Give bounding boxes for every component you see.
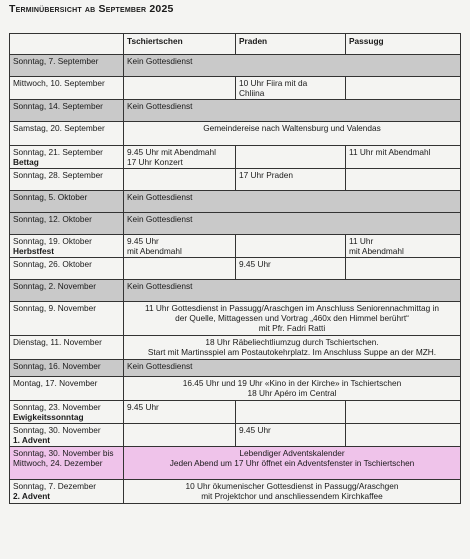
- praden-cell: [236, 146, 346, 169]
- passugg-cell: [346, 169, 461, 191]
- no-service-cell: [124, 100, 461, 122]
- table-row: [10, 280, 461, 302]
- tschiertschen-cell: [124, 169, 236, 191]
- event-line: Gemeindereise nach Waltensburg und Valendas: [203, 123, 381, 133]
- tschiertschen-line: 17 Uhr Konzert: [127, 157, 183, 167]
- passugg-cell: [346, 258, 461, 280]
- passugg-cell: [346, 401, 461, 424]
- praden-cell: [236, 401, 346, 424]
- table-row: [10, 235, 461, 258]
- page-title: Terminübersicht ab September 2025: [9, 3, 174, 15]
- event-line: mit Projektchor und anschliessendem Kirchkaffee: [201, 491, 383, 501]
- header-row: [10, 34, 461, 55]
- tschiertschen-cell: [124, 401, 236, 424]
- table-row: [10, 213, 461, 235]
- event-cell: [124, 122, 461, 146]
- date-label: Sonntag, 16. November: [13, 361, 101, 371]
- date-label: Samstag, 20. September: [13, 123, 105, 133]
- schedule-table: [9, 33, 461, 504]
- passugg-line: 11 Uhr: [349, 236, 374, 246]
- tschiertschen-line: mit Abendmahl: [127, 246, 182, 256]
- table-row: [10, 169, 461, 191]
- no-service-line: Kein Gottesdienst: [127, 101, 193, 111]
- table-row: [10, 336, 461, 360]
- table-row: [10, 77, 461, 100]
- occasion-label: Herbstfest: [13, 246, 55, 256]
- no-service-line: Kein Gottesdienst: [127, 361, 193, 371]
- date-cell: [10, 280, 124, 302]
- praden-cell: [236, 169, 346, 191]
- event-line: 10 Uhr ökumenischer Gottesdienst in Passugg/Araschgen: [185, 481, 399, 491]
- date-cell: [10, 235, 124, 258]
- no-service-line: Kein Gottesdienst: [127, 281, 193, 291]
- header-tschiertschen: Tschiertschen: [124, 34, 236, 55]
- date-label: Sonntag, 26. Oktober: [13, 259, 92, 269]
- date-cell: [10, 122, 124, 146]
- date-cell: [10, 213, 124, 235]
- date-cell: [10, 55, 124, 77]
- event-line: mit Pfr. Fadri Ratti: [258, 323, 326, 333]
- table-row: [10, 100, 461, 122]
- table-row: [10, 377, 461, 401]
- date-label: Sonntag, 7. September: [13, 56, 99, 66]
- date-label: Sonntag, 21. September: [13, 147, 103, 157]
- tschiertschen-cell: [124, 77, 236, 100]
- tschiertschen-cell: [124, 258, 236, 280]
- date-cell: [10, 360, 124, 377]
- date-label: Sonntag, 7. Dezember: [13, 481, 97, 491]
- event-line: der Quelle, Mittagessen und Vortrag „460x den Himmel berührt“: [175, 313, 409, 323]
- date-cell: [10, 401, 124, 424]
- date-cell: [10, 424, 124, 447]
- table-row: [10, 447, 461, 480]
- event-cell: [124, 480, 461, 504]
- tschiertschen-line: 9.45 Uhr: [127, 236, 159, 246]
- date-cell: [10, 258, 124, 280]
- passugg-cell: [346, 424, 461, 447]
- table-row: [10, 55, 461, 77]
- event-cell: [124, 447, 461, 480]
- table-row: [10, 302, 461, 336]
- table-row: [10, 122, 461, 146]
- event-line: 16.45 Uhr und 19 Uhr «Kino in der Kirche» in Tschiertschen: [182, 378, 402, 388]
- event-line: 11 Uhr Gottesdienst in Passugg/Araschgen im Anschluss Seniorennachmittag in: [144, 303, 440, 313]
- date-label: Montag, 17. November: [13, 378, 98, 388]
- praden-cell: [236, 424, 346, 447]
- praden-line: 17 Uhr Praden: [239, 170, 293, 180]
- no-service-cell: [124, 280, 461, 302]
- occasion-label: 2. Advent: [13, 491, 51, 501]
- tschiertschen-cell: [124, 424, 236, 447]
- no-service-line: Kein Gottesdienst: [127, 192, 193, 202]
- date-label: Mittwoch, 10. September: [13, 78, 105, 88]
- no-service-cell: [124, 213, 461, 235]
- tschiertschen-line: 9.45 Uhr mit Abendmahl: [127, 147, 217, 157]
- praden-line: 9.45 Uhr: [239, 425, 271, 435]
- table-row: [10, 146, 461, 169]
- passugg-cell: [346, 77, 461, 100]
- table-row: [10, 360, 461, 377]
- tschiertschen-cell: [124, 235, 236, 258]
- event-cell: [124, 377, 461, 401]
- date-label: Sonntag, 14. September: [13, 101, 103, 111]
- date-label: Sonntag, 30. November bis Mittwoch, 24. Dezember: [13, 448, 114, 468]
- praden-cell: [236, 235, 346, 258]
- passugg-line: 11 Uhr mit Abendmahl: [349, 147, 431, 157]
- table-row: [10, 424, 461, 447]
- praden-cell: [236, 77, 346, 100]
- event-cell: [124, 302, 461, 336]
- date-cell: [10, 447, 124, 480]
- passugg-line: mit Abendmahl: [349, 246, 404, 256]
- date-label: Sonntag, 23. November: [13, 402, 101, 412]
- praden-cell: [236, 258, 346, 280]
- event-cell: [124, 336, 461, 360]
- date-label: Dienstag, 11. November: [13, 337, 102, 347]
- date-label: Sonntag, 2. November: [13, 281, 97, 291]
- event-line: 18 Uhr Räbeliechtliumzug durch Tschiertschen.: [205, 337, 379, 347]
- date-label: Sonntag, 30. November: [13, 425, 101, 435]
- passugg-cell: [346, 146, 461, 169]
- date-label: Sonntag, 9. November: [13, 303, 97, 313]
- occasion-label: Bettag: [13, 157, 39, 167]
- header-date: [10, 34, 124, 55]
- no-service-cell: [124, 55, 461, 77]
- event-line: Start mit Martinsspiel am Postautokehrplatz. Im Anschluss Suppe an der MZH.: [147, 347, 437, 357]
- praden-line: 9.45 Uhr: [239, 259, 271, 269]
- date-label: Sonntag, 28. September: [13, 170, 103, 180]
- date-cell: [10, 169, 124, 191]
- date-label: Sonntag, 12. Oktober: [13, 214, 92, 224]
- event-line: Jeden Abend um 17 Uhr öffnet ein Adventsfenster in Tschiertschen: [169, 458, 415, 468]
- no-service-cell: [124, 360, 461, 377]
- event-line: 18 Uhr Apéro im Central: [247, 388, 337, 398]
- table-row: [10, 258, 461, 280]
- header-passugg: Passugg: [346, 34, 461, 55]
- tschiertschen-line: 9.45 Uhr: [127, 402, 159, 412]
- date-cell: [10, 336, 124, 360]
- date-cell: [10, 146, 124, 169]
- praden-line: 10 Uhr Fiira mit da: [239, 78, 308, 88]
- date-cell: [10, 302, 124, 336]
- date-cell: [10, 191, 124, 213]
- date-label: Sonntag, 5. Oktober: [13, 192, 88, 202]
- no-service-line: Kein Gottesdienst: [127, 214, 193, 224]
- date-cell: [10, 377, 124, 401]
- date-label: Sonntag, 19. Oktober: [13, 236, 92, 246]
- date-cell: [10, 480, 124, 504]
- praden-line: Chliina: [239, 88, 265, 98]
- date-cell: [10, 100, 124, 122]
- no-service-cell: [124, 191, 461, 213]
- occasion-label: 1. Advent: [13, 435, 51, 445]
- table-row: [10, 480, 461, 504]
- header-praden: Praden: [236, 34, 346, 55]
- event-line: Lebendiger Adventskalender: [239, 448, 345, 458]
- occasion-label: Ewigkeitssonntag: [13, 412, 84, 422]
- no-service-line: Kein Gottesdienst: [127, 56, 193, 66]
- table-row: [10, 191, 461, 213]
- table-row: [10, 401, 461, 424]
- passugg-cell: [346, 235, 461, 258]
- tschiertschen-cell: [124, 146, 236, 169]
- date-cell: [10, 77, 124, 100]
